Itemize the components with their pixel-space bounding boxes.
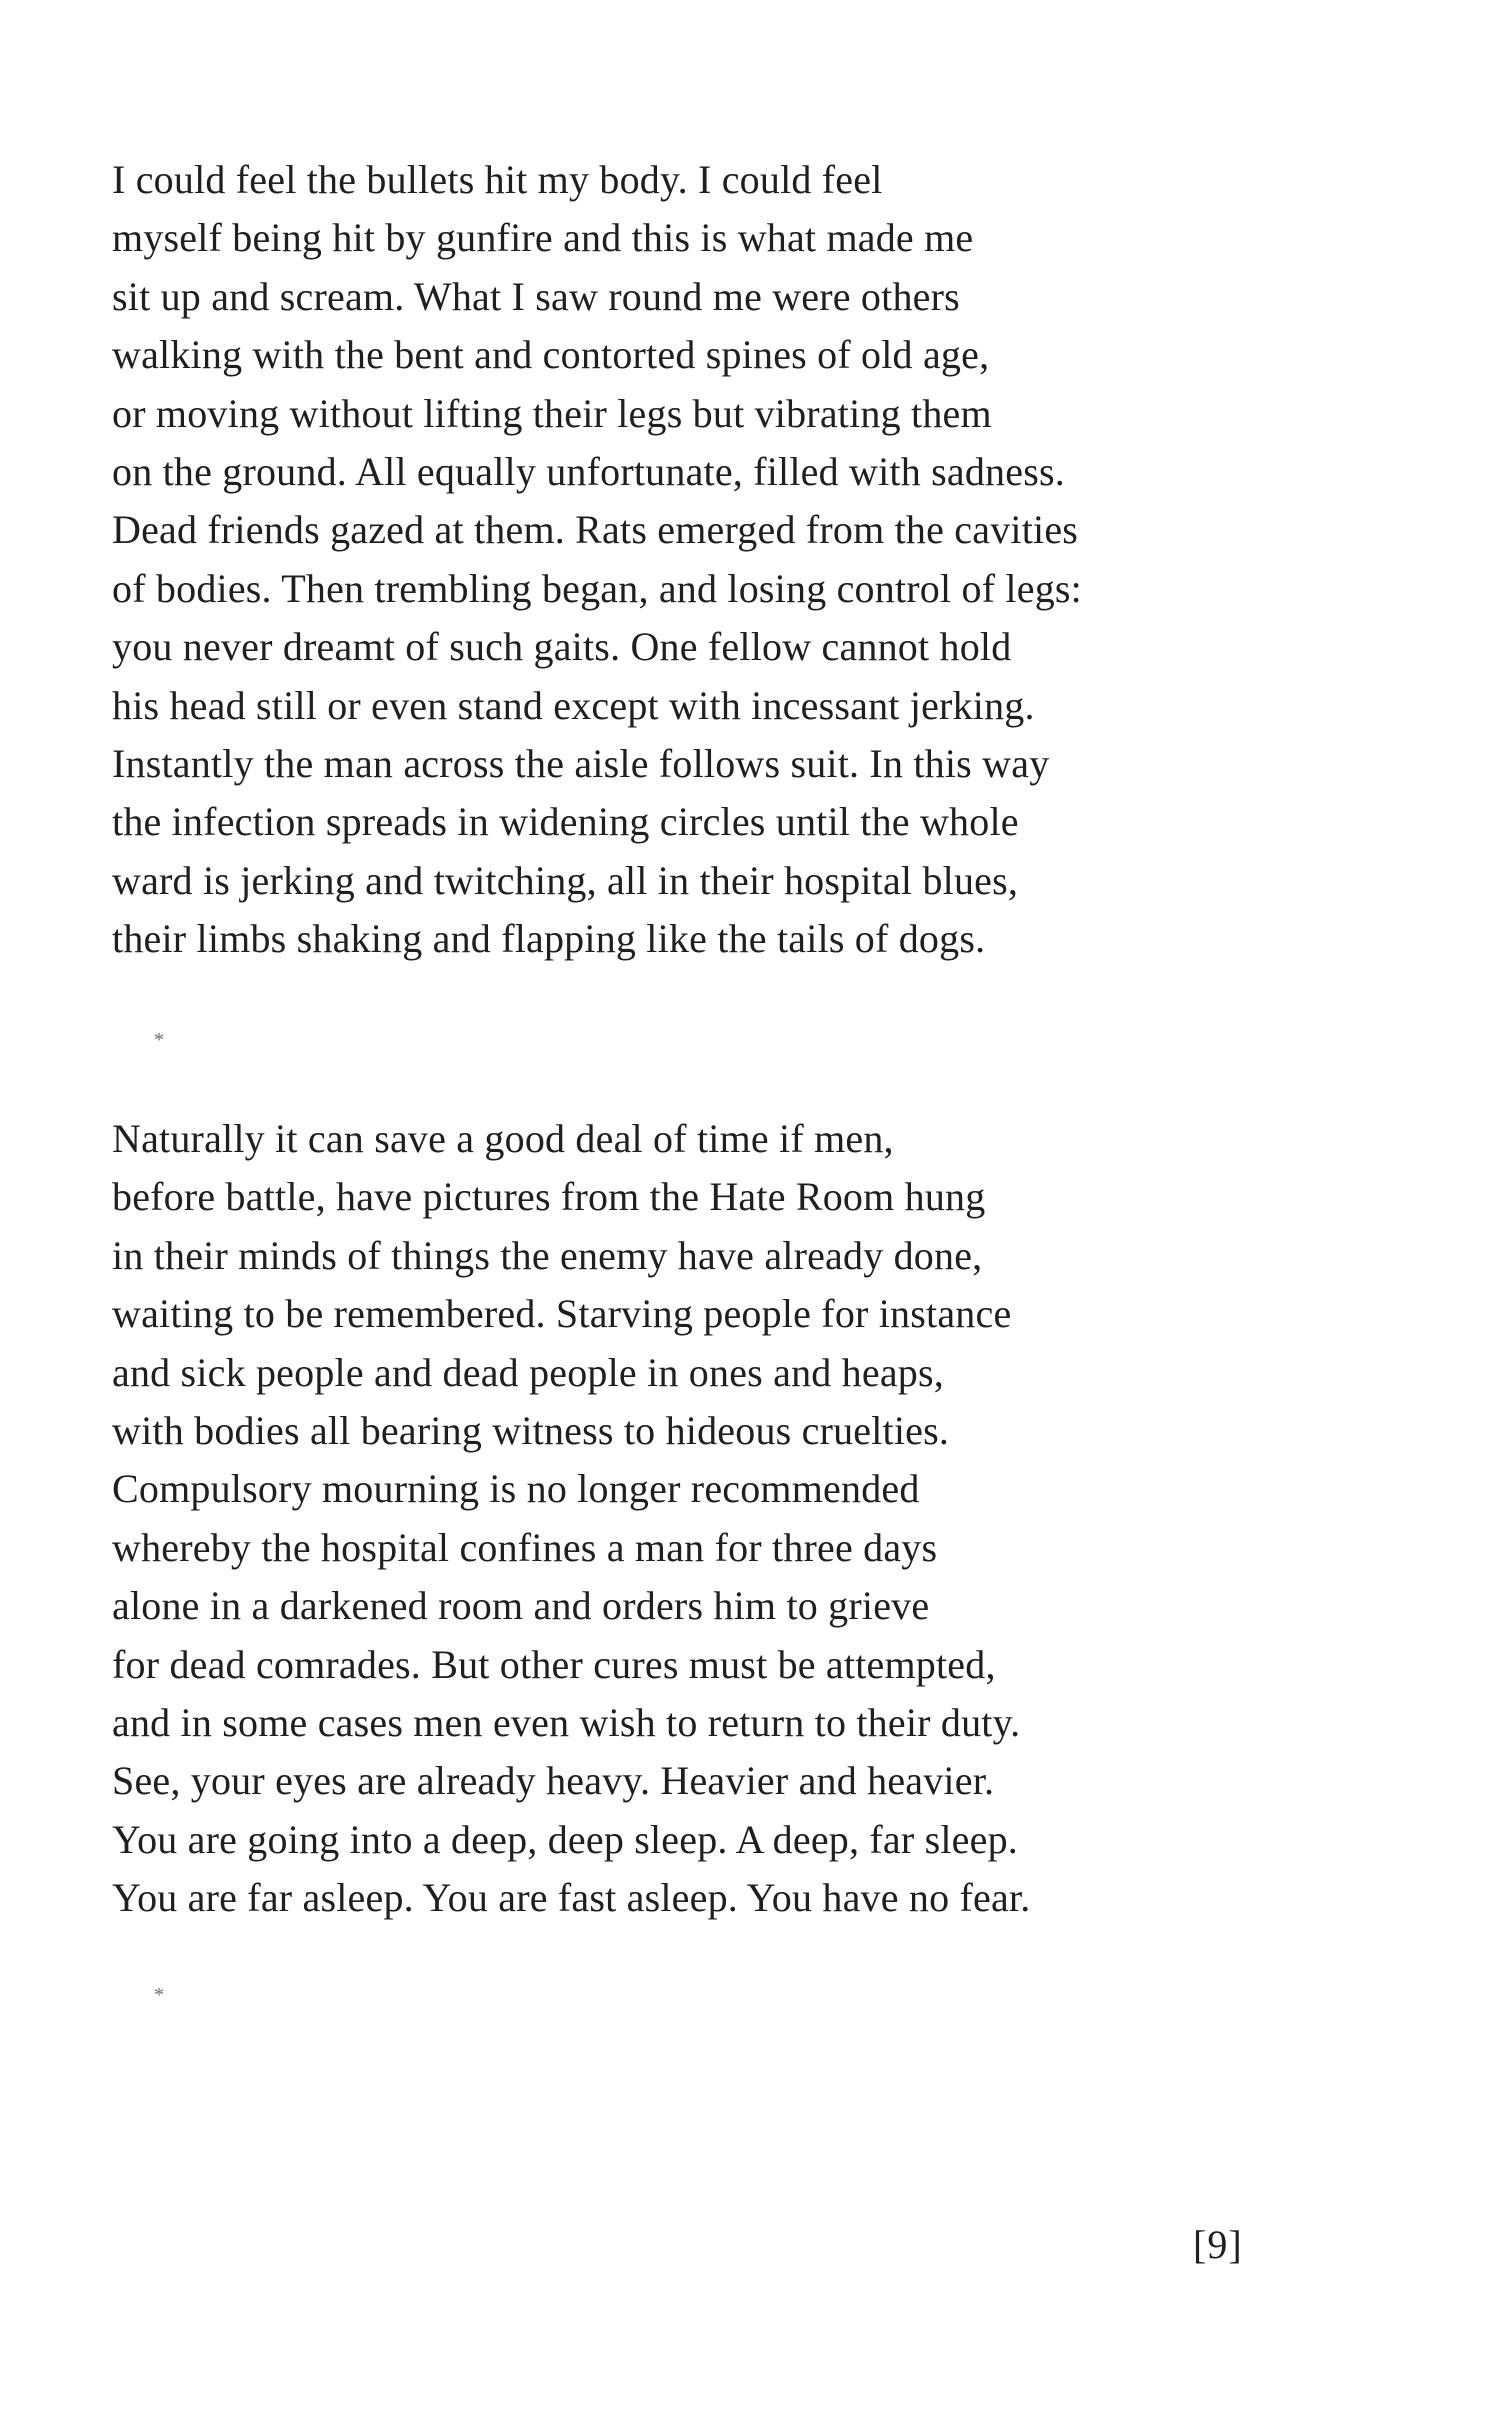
text-line: myself being hit by gunfire and this is what made me: [112, 215, 974, 261]
text-line: their limbs shaking and flapping like the tails of dogs.: [112, 916, 986, 962]
text-line: Dead friends gazed at them. Rats emerged from the cavities: [112, 507, 1079, 553]
text-line: I could feel the bullets hit my body. I could feel: [112, 157, 883, 202]
text-line: on the ground. All equally unfortunate, filled with sadness.: [112, 448, 1065, 494]
text-line: in their minds of things the enemy have already done,: [112, 1232, 983, 1278]
text-line: ward is jerking and twitching, all in their hospital blues,: [112, 857, 1019, 903]
text-line: the infection spreads in widening circles until the whole: [112, 799, 1019, 845]
text-line: or moving without lifting their legs but vibrating them: [112, 390, 992, 436]
stanza-1: [112, 151, 1082, 968]
section-break-asterisk: *: [154, 1984, 164, 2006]
section-break-asterisk: *: [154, 1029, 164, 1051]
text-line: You are far asleep. You are fast asleep. You have no fear.: [112, 1875, 1031, 1921]
text-line: and in some cases men even wish to return to their duty.: [112, 1699, 1021, 1745]
text-line: his head still or even stand except with incessant jerking.: [112, 682, 1035, 728]
text-line: walking with the bent and contorted spines of old age,: [112, 332, 990, 378]
text-line: for dead comrades. But other cures must be attempted,: [112, 1641, 996, 1687]
text-line: waiting to be remembered. Starving people for instance: [112, 1291, 1012, 1337]
text-line: whereby the hospital confines a man for three days: [112, 1524, 938, 1570]
text-line: You are going into a deep, deep sleep. A deep, far sleep.: [112, 1816, 1018, 1862]
text-line: alone in a darkened room and orders him to grieve: [112, 1583, 930, 1629]
text-line: Naturally it can save a good deal of time if men,: [112, 1116, 894, 1161]
text-line: See, your eyes are already heavy. Heavier and heavier.: [112, 1758, 995, 1804]
page-number: [9]: [1193, 2222, 1243, 2267]
text-line: of bodies. Then trembling began, and losing control of legs:: [112, 565, 1082, 611]
text-line: sit up and scream. What I saw round me were others: [112, 273, 960, 319]
text-line: and sick people and dead people in ones and heaps,: [112, 1349, 944, 1395]
text-line: with bodies all bearing witness to hideous cruelties.: [112, 1407, 950, 1453]
text-line: Compulsory mourning is no longer recommended: [112, 1466, 920, 1512]
stanza-2: [112, 1110, 1030, 1927]
text-line: you never dreamt of such gaits. One fellow cannot hold: [112, 624, 1012, 670]
text-line: Instantly the man across the aisle follows suit. In this way: [112, 740, 1050, 786]
text-line: before battle, have pictures from the Hate Room hung: [112, 1174, 986, 1220]
